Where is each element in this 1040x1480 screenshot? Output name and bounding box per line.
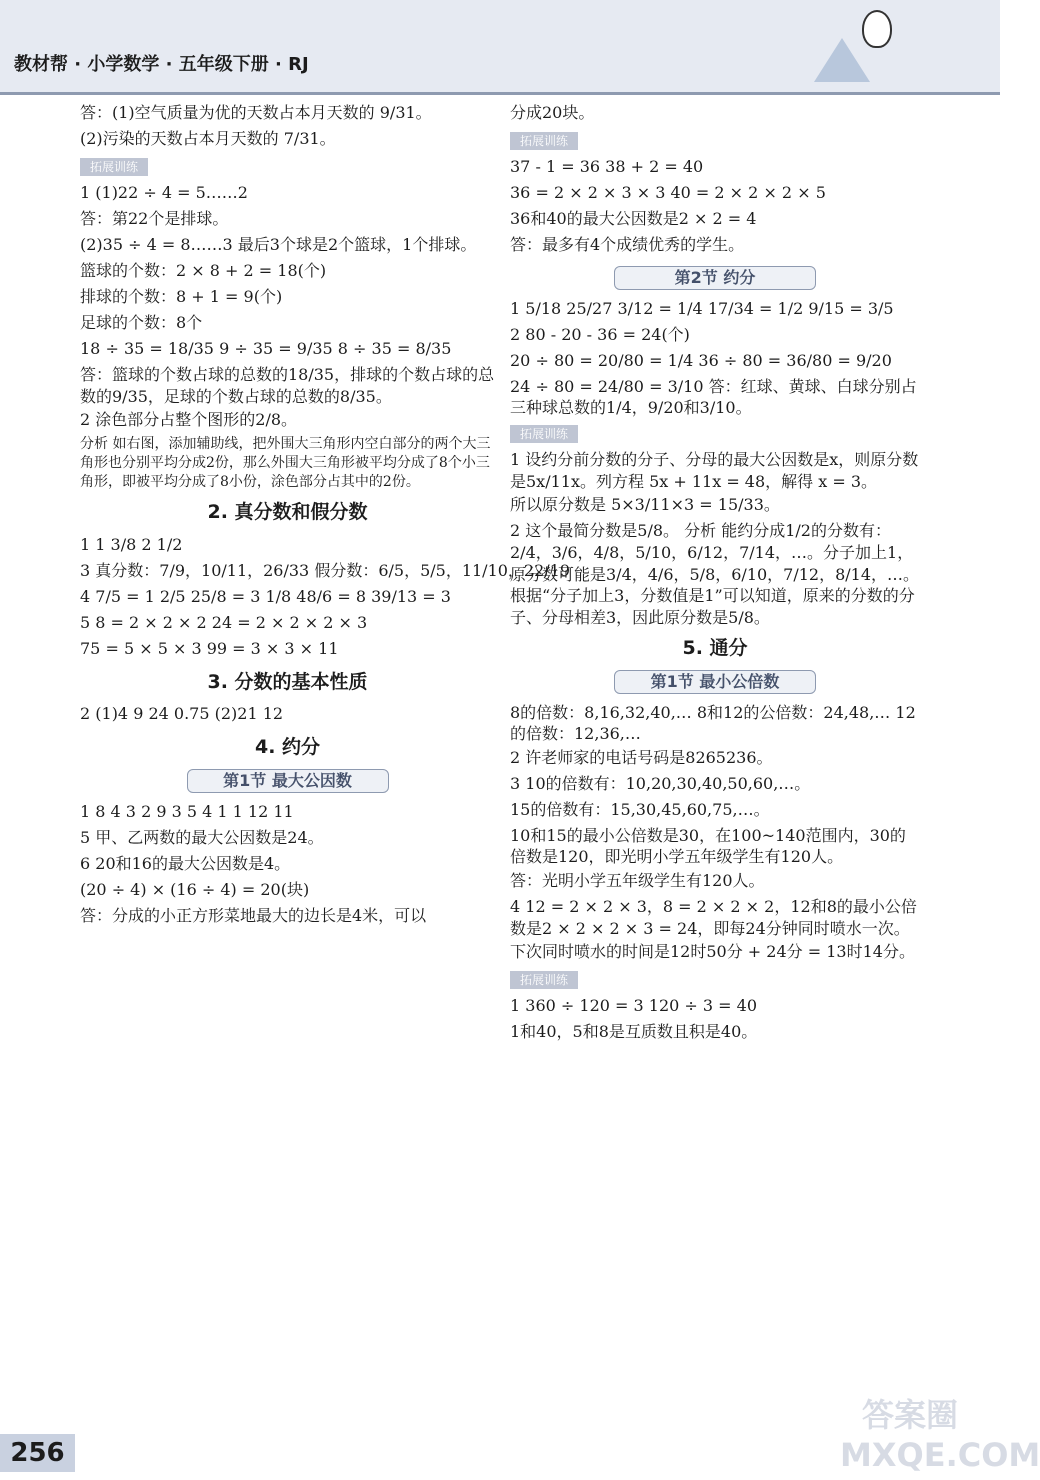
answer-line: 4 7/5 = 1 2/5 25/8 = 3 1/8 48/6 = 8 39/13 = 3: [80, 586, 451, 606]
answer-line: (20 ÷ 4) × (16 ÷ 4) = 20(块): [80, 879, 310, 899]
answer-line: 1和40，5和8是互质数且积是40。: [510, 1022, 758, 1042]
answer-line: 答：第22个是排球。: [80, 209, 229, 229]
answer-line: 24 ÷ 80 = 24/80 = 3/10 答：红球、黄球、白球分别占三种球总数的1/4，9/20和3/10。: [510, 376, 917, 418]
answer-line: 1 8 4 3 2 9 3 5 4 1 1 12 11: [80, 801, 294, 821]
book-title: 教材帮 · 小学数学 · 五年级下册 · RJ: [14, 54, 309, 75]
answer-line: 10和15的最小公倍数是30，在100~140范围内，30的倍数是120，即光明小学五年级学生有120人。: [510, 825, 906, 867]
answer-line: 1 (1)22 ÷ 4 = 5……2: [80, 183, 248, 203]
answer-line: 篮球的个数：2 × 8 + 2 = 18(个): [80, 261, 327, 281]
balloon-icon: [862, 10, 892, 48]
section-tag: 拓展训练: [80, 158, 148, 176]
answer-line: 答：(1)空气质量为优的天数占本月天数的 9/31。: [80, 103, 432, 122]
answer-line: 1 360 ÷ 120 = 3 120 ÷ 3 = 40: [510, 996, 757, 1016]
answer-line: 8的倍数：8,16,32,40,… 8和12的公倍数：24,48,… 12的倍数：12,36,…: [510, 702, 916, 744]
answer-line: 2 (1)4 9 24 0.75 (2)21 12: [80, 704, 284, 724]
analysis-text: 分析 如右图，添加辅助线，把外围大三角形内空白部分的两个大三角形也分别平均分成2份，那么外围大三角形被平均分成了8个小三角形，即被平均分成了8小份，涂色部分占其中的2份。: [80, 436, 491, 491]
answer-line: 36和40的最大公因数是2 × 2 = 4: [510, 209, 757, 229]
answer-line: 1 设约分前分数的分子、分母的最大公因数是x，则原分数是5x/11x。列方程 5x + 11x = 48，解得 x = 3。: [510, 450, 919, 491]
answer-line: 5 甲、乙两数的最大公因数是24。: [80, 827, 324, 847]
chapter-title: 5. 通分: [682, 637, 748, 660]
answer-line: 6 20和16的最大公因数是4。: [80, 853, 291, 873]
answer-line: 答：最多有4个成绩优秀的学生。: [510, 235, 745, 255]
answer-line: 2 许老师家的电话号码是8265236。: [510, 747, 773, 767]
chapter-title: 4. 约分: [254, 736, 321, 759]
answer-line: 20 ÷ 80 = 20/80 = 1/4 36 ÷ 80 = 36/80 = 9/20: [510, 350, 892, 370]
mountain-icon: [814, 38, 870, 82]
answer-line: 2 这个最简分数是5/8。 分析 能约分成1/2的分数有：2/4，3/6，4/8，5/10，6/12，7/14，…。分子加上1，原分数可能是3/4，4/6，5/8，6/10，7/12，8/14，…。根据“分子加上3，分数值是1”可以知道，原来的分数的分子、分母相差3，因此原分数是5/8。: [510, 521, 920, 627]
answer-line: 75 = 5 × 5 × 3 99 = 3 × 3 × 11: [80, 638, 339, 658]
answer-line: 18 ÷ 35 = 18/35 9 ÷ 35 = 9/35 8 ÷ 35 = 8/35: [80, 339, 452, 359]
section-tag: 拓展训练: [510, 132, 578, 150]
section-tag: 拓展训练: [510, 971, 578, 989]
section-title: 第1节 最小公倍数: [614, 670, 816, 694]
answer-line: 3 真分数：7/9，10/11，26/33 假分数：6/5，5/5，11/10，22/19: [80, 560, 571, 580]
answer-line: 答：分成的小正方形菜地最大的边长是4米，可以: [80, 905, 427, 925]
answer-line: 36 = 2 × 2 × 3 × 3 40 = 2 × 2 × 2 × 5: [510, 183, 826, 203]
answer-line: 3 10的倍数有：10,20,30,40,50,60,…。: [510, 773, 811, 793]
chapter-title: 2. 真分数和假分数: [207, 501, 368, 524]
page-header: [0, 0, 1000, 95]
answer-line: 所以原分数是 5×3/11×3 = 15/33。: [510, 495, 780, 515]
answer-line: 15的倍数有：15,30,45,60,75,…。: [510, 799, 770, 819]
answer-line: (2)污染的天数占本月天数的 7/31。: [80, 129, 336, 148]
answer-line: 下次同时喷水的时间是12时50分 + 24分 = 13时14分。: [510, 942, 915, 962]
answer-line: 答：篮球的个数占球的总数的18/35，排球的个数占球的总数的9/35，足球的个数占球的总数的8/35。: [80, 365, 495, 406]
answer-line: 足球的个数：8个: [80, 313, 203, 333]
answer-line: 2 涂色部分占整个图形的2/8。: [80, 410, 298, 430]
answer-line: 37 - 1 = 36 38 + 2 = 40: [510, 157, 704, 177]
answer-line: (2)35 ÷ 4 = 8……3 最后3个球是2个篮球，1个排球。: [80, 235, 477, 255]
answer-line: 分成20块。: [510, 103, 595, 122]
answer-line: 1 1 3/8 2 1/2: [80, 534, 183, 554]
answer-line: 2 80 - 20 - 36 = 24(个): [510, 324, 690, 344]
section-title: 第2节 约分: [614, 266, 816, 290]
section-title: 第1节 最大公因数: [187, 769, 389, 793]
answer-line: 4 12 = 2 × 2 × 3，8 = 2 × 2 × 2，12和8的最小公倍数是2 × 2 × 2 × 3 = 24，即每24分钟同时喷水一次。: [510, 896, 917, 938]
section-tag: 拓展训练: [510, 425, 578, 443]
watermark: 答案圈 MXQE.COM: [840, 1396, 1040, 1474]
answer-line: 5 8 = 2 × 2 × 2 24 = 2 × 2 × 2 × 3: [80, 612, 368, 632]
answer-line: 答：光明小学五年级学生有120人。: [510, 870, 765, 890]
page-number: 256: [0, 1434, 75, 1472]
chapter-title: 3. 分数的基本性质: [207, 670, 368, 693]
answer-line: 排球的个数：8 + 1 = 9(个): [80, 287, 283, 307]
answer-line: 1 5/18 25/27 3/12 = 1/4 17/34 = 1/2 9/15 = 3/5: [510, 298, 894, 318]
right-column: [510, 100, 920, 1047]
